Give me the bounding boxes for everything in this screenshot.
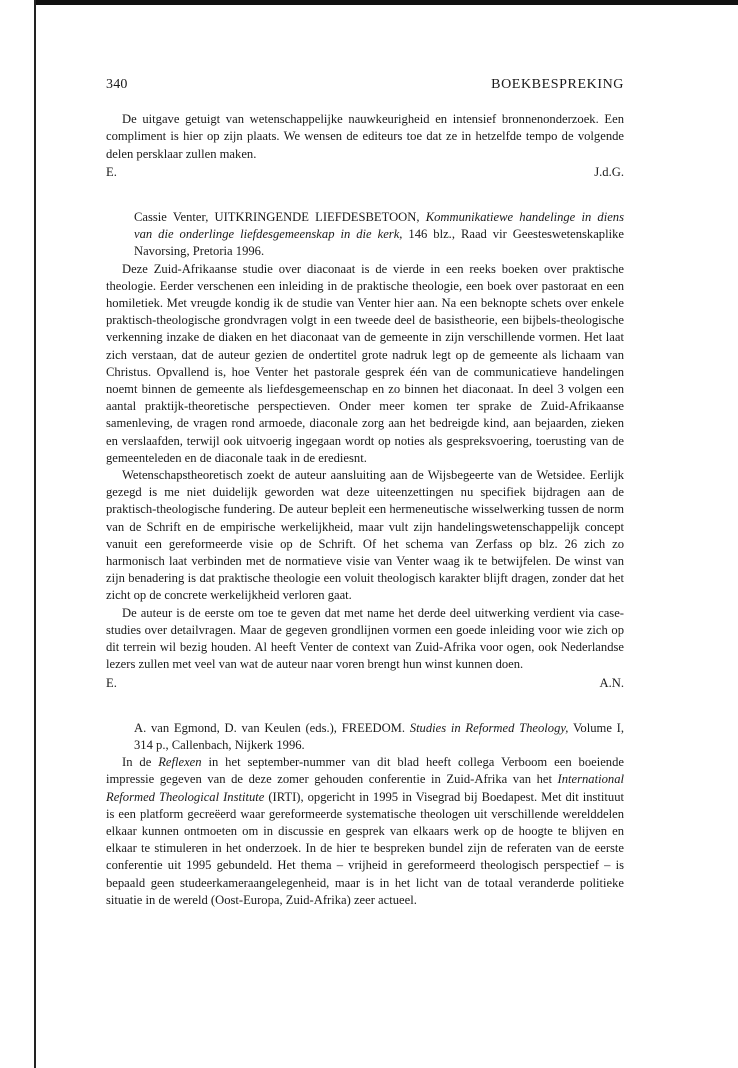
citation-authors: A. van Egmond, D. van Keulen (eds.), FREEDOM. (134, 720, 410, 735)
review-2-paragraph-3: De auteur is de eerste om toe te geven dat met name het derde deel uitwerking verdient via case-studies over detailvragen. Maar de gegeven grondlijnen vormen een goede inleiding voor wie zich op dit terrein wil bezig houden. Al heeft Venter de context van Zuid-Afrika voor ogen, ook Nederlandse lezers zullen met veel van wat de auteur naar voren brengt hun winst kunnen doen. (106, 605, 624, 672)
review-2-paragraph-1: Deze Zuid-Afrikaanse studie over diaconaat is de vierde in een reeks boeken over praktische theologie. Eerder verschenen een inleiding in de praktische theologie, een boek over pastoraat en een homiletiek. Met vreugde kondig ik de studie van Venter hier aan. Na een beknopte schets over enkele praktisch-theologische grondvragen volgt in een tweede deel de basistheorie, een bijbels-theologische verkenning inzake de diaken en het diaconaat van de gemeente in zijn verschillende vormen. Het laat zich verstaan, dat de auteur gezien de ondertitel grote nadruk legt op de gemeente als lichaam van Christus. Opvallend is, hoe Venter het pastorale gesprek één van de communicatieve handelingen noemt binnen de gemeente als liefdesgemeenschap en zo binnen het diaconaat. In deel 3 volgen een aantal praktijk-theoretische perspectieven. Onder meer komen ter sprake de Zuid-Afrikaanse samenleving, de vragen rond armoede, diaconale zorg aan het bedreigde kind, aan bejaarden, zieken en verslaafden, terwijl ook uitvoerig ingegaan wordt op noties als gespreksvoering, toerusting van de gemeenteleden en de diaconale taak in de erediesnt. (106, 261, 624, 465)
review-1 (106, 111, 624, 181)
review-1-paragraph: De uitgave getuigt van wetenschappelijke nauwkeurigheid en intensief bronnenonderzoek. Een compliment is hier op zijn plaats. We wensen de editeurs toe dat ze in hetzelfde tempo de volgende delen persklaar zullen maken. (106, 112, 624, 161)
review-3-citation (106, 720, 624, 754)
signature-left: E. (106, 675, 117, 690)
citation-author-title: Cassie Venter, UITKRINGENDE LIEFDESBETOON, (134, 210, 426, 225)
review-1-signature (106, 164, 624, 181)
citation-publisher: 146 blz., Raad vir Geesteswetenskaplike Navorsing, Pretoria 1996. (134, 227, 624, 259)
scan-edge-left (34, 0, 36, 1068)
italic-institute-name: International Reformed Theological Institute (106, 772, 624, 804)
review-2-citation (106, 209, 624, 261)
text-run: in het september-nummer van dit blad heeft collega Verboom een boeiende impressie gegeven van de deze zomer gehouden conferentie in Zuid-Afrika van het (106, 755, 624, 787)
citation-publisher: Volume I, 314 p., Callenbach, Nijkerk 1996. (134, 720, 624, 752)
signature-left: E. (106, 164, 117, 179)
review-2 (106, 209, 624, 692)
review-3 (106, 720, 624, 909)
running-title: BOEKBESPREKING (491, 77, 624, 92)
page-content (106, 76, 624, 909)
review-3-paragraph-1 (106, 754, 624, 909)
scan-edge-top (34, 0, 738, 5)
citation-series: Studies in Reformed Theology, (409, 720, 569, 735)
review-2-signature (106, 675, 624, 692)
running-header (106, 76, 624, 93)
signature-right: J.d.G. (594, 164, 624, 179)
italic-title-reflexen: Reflexen (158, 755, 202, 770)
signature-right: A.N. (599, 675, 624, 690)
review-2-paragraph-2: Wetenschapstheoretisch zoekt de auteur aansluiting aan de Wijsbegeerte van de Wetsidee. Eerlijk gezegd is me niet duidelijk geworden wat deze uiteenzettingen nu specifiek bijdragen aan de praktisch-theologische fundering. De auteur bepleit een hermeneutische wisselwerking tussen de norm van de Schrift en de empirische werkelijkheid, maar vult zijn handelingswetenschappelijk concept vanuit een gereformeerde visie op de Schrift. Of het schema van Zerfass op blz. 26 zich zo harmonisch laat verbinden met de normatieve visie van Venter waag ik te betwijfelen. De winst van zijn benadering is dat praktische theologie een voluit theologisch karakter blijft dragen, zonder dat het zicht op de concrete werkelijkheid verloren gaat. (106, 468, 624, 603)
page-number: 340 (106, 77, 128, 92)
citation-subtitle: Kommunikatiewe handelinge in diens van die onderlinge liefdesgemeenskap in die kerk, (134, 210, 625, 242)
text-run: (IRTI), opgericht in 1995 in Visegrad bij Boedapest. Met dit instituut is een platform gecreëerd waar gereformeerde systematische theologen uit verschillende werelddelen elkaar kunnen ontmoeten om in discussie en gesprek van elkaars werk op de hoogte te blijven en elkaar te stimuleren in het onderzoek. In de hier te bespreken bundel zijn de referaten van de eerste conferentie uit 1995 gebundeld. Het thema – vrijheid in gereformeerd theologisch perspectief – is bepaald geen studeerkameraangelegenheid, maar is in het licht van de totaal veranderde politieke situatie in de wereld (Oost-Europa, Zuid-Afrika) zeer actueel. (106, 789, 625, 907)
text-run: In de (122, 755, 159, 770)
